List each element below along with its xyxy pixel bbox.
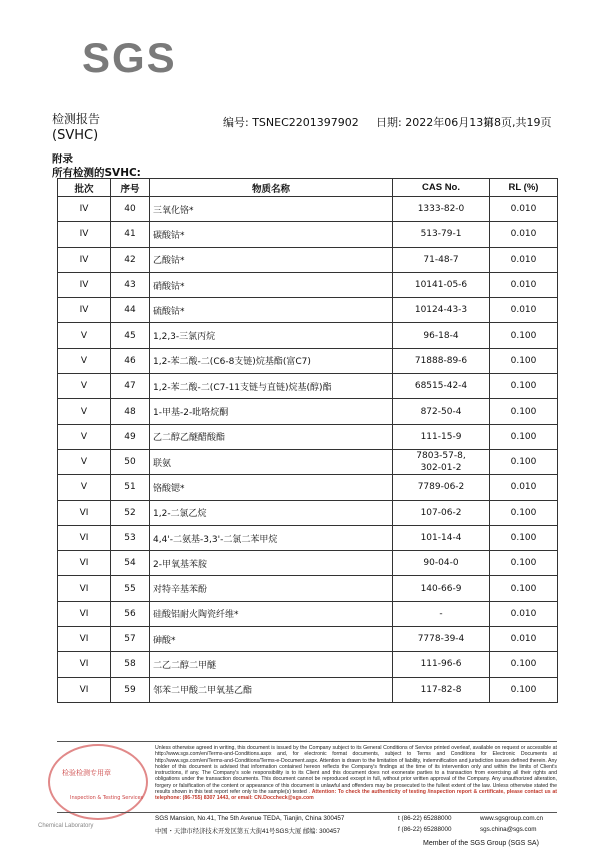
cell-no: 51 xyxy=(111,475,150,500)
cell-batch: V xyxy=(58,399,111,424)
cell-rl: 0.010 xyxy=(490,197,558,222)
cell-cas: 513-79-1 xyxy=(393,222,490,247)
cell-cas: 90-04-0 xyxy=(393,551,490,576)
cell-cas: 872-50-4 xyxy=(393,399,490,424)
cell-substance: 1,2-苯二酸-二(C7-11支链与直链)烷基(醇)酯 xyxy=(150,374,393,399)
cell-substance: 邻苯二甲酸二甲氧基乙酯 xyxy=(150,677,393,702)
website-link[interactable]: www.sgsgroup.com.cn xyxy=(480,815,543,822)
cell-cas: 107-06-2 xyxy=(393,500,490,525)
cell-rl: 0.100 xyxy=(490,551,558,576)
cell-no: 50 xyxy=(111,449,150,474)
cell-batch: IV xyxy=(58,298,111,323)
cell-cas: 140-66-9 xyxy=(393,576,490,601)
cell-substance: 硫酸钴* xyxy=(150,298,393,323)
disclaimer-body: Unless otherwise agreed in writing, this document is issued by the Company subject to its General Conditions of Service printed overleaf, available on request or accessible at http://www.sgs.com/en/Terms-and-Conditions.aspx and, for electronic format documents, subject to Terms and Conditions for Electronic Documents at http://www.sgs.com/en/Terms-and-Conditions/Terms-e-Document.aspx. Attention is drawn to the limitation of liability, indemnification and jurisdiction issues defined therein. Any holder of this document is advised that information contained hereon reflects the Company's findings at the time of its intervention only and within the limits of Client's instructions, if any. The Company's sole responsibility is to its Client and this document does not exonerate parties to a transaction from exercising all their rights and obligations under the transaction documents. This document cannot be reproduced except in full, without prior written approval of the Company. Any unauthorized alteration, forgery or falsification of the content or appearance of this document is unlawful and offenders may be prosecuted to the fullest extent of the law. Unless otherwise stated the results shown in this test report refer only to the sample(s) tested . xyxy=(155,745,557,796)
cell-substance: 1,2,3-三氯丙烷 xyxy=(150,323,393,348)
cell-cas: 101-14-4 xyxy=(393,525,490,550)
cell-substance: 二乙二醇二甲醚 xyxy=(150,652,393,677)
table-row xyxy=(58,323,558,348)
table-row xyxy=(58,247,558,272)
cell-substance: 铬酸锶* xyxy=(150,475,393,500)
email-link[interactable]: sgs.china@sgs.com xyxy=(480,826,537,833)
cell-no: 58 xyxy=(111,652,150,677)
cell-no: 47 xyxy=(111,374,150,399)
cell-batch: V xyxy=(58,323,111,348)
report-subtitle: (SVHC) xyxy=(52,128,99,143)
table-row xyxy=(58,500,558,525)
cell-substance: 三氧化铬* xyxy=(150,197,393,222)
cell-no: 52 xyxy=(111,500,150,525)
cell-batch: VI xyxy=(58,677,111,702)
cell-batch: IV xyxy=(58,272,111,297)
cell-no: 57 xyxy=(111,627,150,652)
cell-substance: 乙二醇乙醚醋酸酯 xyxy=(150,424,393,449)
cell-rl: 0.100 xyxy=(490,449,558,474)
report-date: 日期: 2022年06月13日 xyxy=(376,116,495,129)
table-header-row xyxy=(58,179,558,197)
cell-rl: 0.010 xyxy=(490,247,558,272)
table-row xyxy=(58,348,558,373)
cell-rl: 0.010 xyxy=(490,627,558,652)
col-header-no: 序号 xyxy=(111,179,150,197)
report-number: 编号: TSNEC2201397902 xyxy=(223,116,359,129)
cell-no: 41 xyxy=(111,222,150,247)
col-header-batch: 批次 xyxy=(58,179,111,197)
footer-divider-bottom xyxy=(57,812,557,813)
cell-no: 55 xyxy=(111,576,150,601)
cell-rl: 0.010 xyxy=(490,222,558,247)
cell-rl: 0.100 xyxy=(490,348,558,373)
cell-batch: V xyxy=(58,449,111,474)
cell-cas: 71888-89-6 xyxy=(393,348,490,373)
cell-cas: 7803-57-8, 302-01-2 xyxy=(393,449,490,474)
attention-note: Attention: To check the authenticity of testing /inspection report & certificate, please contact us at telephone: (86-755) 8307 1443, or email: CN.Doccheck@sgs.com xyxy=(155,789,557,802)
cell-batch: VI xyxy=(58,601,111,626)
col-header-substance: 物质名称 xyxy=(150,179,393,197)
table-row xyxy=(58,525,558,550)
cell-rl: 0.100 xyxy=(490,525,558,550)
table-row xyxy=(58,601,558,626)
inspection-stamp xyxy=(48,744,148,820)
table-row xyxy=(58,298,558,323)
table-row xyxy=(58,399,558,424)
cell-no: 45 xyxy=(111,323,150,348)
cell-batch: V xyxy=(58,475,111,500)
cell-batch: V xyxy=(58,348,111,373)
cell-rl: 0.100 xyxy=(490,652,558,677)
table-row xyxy=(58,222,558,247)
cell-batch: VI xyxy=(58,576,111,601)
cell-cas: 117-82-8 xyxy=(393,677,490,702)
cell-substance: 碳酸钴* xyxy=(150,222,393,247)
cell-rl: 0.100 xyxy=(490,576,558,601)
cell-substance: 4,4'-二氨基-3,3'-二氯二苯甲烷 xyxy=(150,525,393,550)
cell-substance: 砷酸* xyxy=(150,627,393,652)
cell-batch: VI xyxy=(58,652,111,677)
cell-substance: 1,2-苯二酸-二(C6-8支链)烷基酯(富C7) xyxy=(150,348,393,373)
fax: f (86-22) 65288000 xyxy=(398,826,452,833)
cell-rl: 0.010 xyxy=(490,272,558,297)
cell-substance: 联氨 xyxy=(150,449,393,474)
cell-batch: VI xyxy=(58,525,111,550)
cell-substance: 硝酸钴* xyxy=(150,272,393,297)
cell-cas: 7778-39-4 xyxy=(393,627,490,652)
col-header-cas: CAS No. xyxy=(393,179,490,197)
cell-no: 56 xyxy=(111,601,150,626)
cell-rl: 0.010 xyxy=(490,601,558,626)
cell-substance: 2-甲氧基苯胺 xyxy=(150,551,393,576)
table-row xyxy=(58,424,558,449)
disclaimer-text xyxy=(155,745,557,802)
address-en: SGS Mansion, No.41, The 5th Avenue TEDA, Tianjin, China 300457 xyxy=(155,815,345,822)
cell-no: 54 xyxy=(111,551,150,576)
cell-cas: 10141-05-6 xyxy=(393,272,490,297)
cell-cas: - xyxy=(393,601,490,626)
cell-rl: 0.100 xyxy=(490,323,558,348)
cell-no: 43 xyxy=(111,272,150,297)
cell-cas: 96-18-4 xyxy=(393,323,490,348)
cell-rl: 0.100 xyxy=(490,424,558,449)
cell-batch: IV xyxy=(58,222,111,247)
cell-cas: 68515-42-4 xyxy=(393,374,490,399)
cell-cas: 111-15-9 xyxy=(393,424,490,449)
cell-batch: V xyxy=(58,374,111,399)
cell-batch: V xyxy=(58,424,111,449)
table-row xyxy=(58,576,558,601)
appendix-label: 附录 xyxy=(52,153,73,165)
cell-no: 40 xyxy=(111,197,150,222)
cell-rl: 0.010 xyxy=(490,475,558,500)
cell-no: 48 xyxy=(111,399,150,424)
cell-no: 46 xyxy=(111,348,150,373)
table-row xyxy=(58,677,558,702)
cell-substance: 1-甲基-2-吡咯烷酮 xyxy=(150,399,393,424)
telephone: t (86-22) 65288000 xyxy=(398,815,452,822)
all-tested-label: 所有检测的SVHC: xyxy=(52,167,141,179)
cell-batch: VI xyxy=(58,500,111,525)
cell-batch: VI xyxy=(58,551,111,576)
cell-rl: 0.100 xyxy=(490,374,558,399)
cell-no: 53 xyxy=(111,525,150,550)
table-row xyxy=(58,475,558,500)
cell-no: 44 xyxy=(111,298,150,323)
address-cn: 中国・天津市经济技术开发区第五大街41号SGS大厦 邮编: 300457 xyxy=(155,828,341,835)
report-title: 检测报告 xyxy=(52,112,101,126)
cell-no: 42 xyxy=(111,247,150,272)
svhc-table xyxy=(57,178,558,703)
page-number: 第8页,共19页 xyxy=(483,116,552,129)
table-row xyxy=(58,197,558,222)
cell-rl: 0.100 xyxy=(490,677,558,702)
stamp-subtext: Inspection & Testing Services xyxy=(70,795,144,801)
cell-substance: 乙酸钴* xyxy=(150,247,393,272)
chemical-lab-label: Chemical Laboratory xyxy=(38,823,94,829)
table-row xyxy=(58,449,558,474)
cell-substance: 对特辛基苯酚 xyxy=(150,576,393,601)
cell-batch: IV xyxy=(58,197,111,222)
footer-divider-top xyxy=(57,741,557,742)
col-header-rl: RL (%) xyxy=(490,179,558,197)
table-row xyxy=(58,551,558,576)
cell-batch: IV xyxy=(58,247,111,272)
stamp-text: 检验检测专用章 xyxy=(62,769,111,777)
table-row xyxy=(58,652,558,677)
cell-no: 49 xyxy=(111,424,150,449)
cell-rl: 0.100 xyxy=(490,500,558,525)
cell-cas: 71-48-7 xyxy=(393,247,490,272)
cell-cas: 7789-06-2 xyxy=(393,475,490,500)
sgs-logo: SGS xyxy=(82,34,177,81)
cell-rl: 0.010 xyxy=(490,298,558,323)
cell-no: 59 xyxy=(111,677,150,702)
cell-rl: 0.100 xyxy=(490,399,558,424)
table-row xyxy=(58,272,558,297)
cell-cas: 111-96-6 xyxy=(393,652,490,677)
cell-batch: VI xyxy=(58,627,111,652)
cell-substance: 1,2-二氯乙烷 xyxy=(150,500,393,525)
cell-cas: 10124-43-3 xyxy=(393,298,490,323)
cell-substance: 硅酸铝耐火陶瓷纤维* xyxy=(150,601,393,626)
cell-cas: 1333-82-0 xyxy=(393,197,490,222)
member-of-sgs: Member of the SGS Group (SGS SA) xyxy=(423,840,539,847)
table-row xyxy=(58,374,558,399)
table-row xyxy=(58,627,558,652)
